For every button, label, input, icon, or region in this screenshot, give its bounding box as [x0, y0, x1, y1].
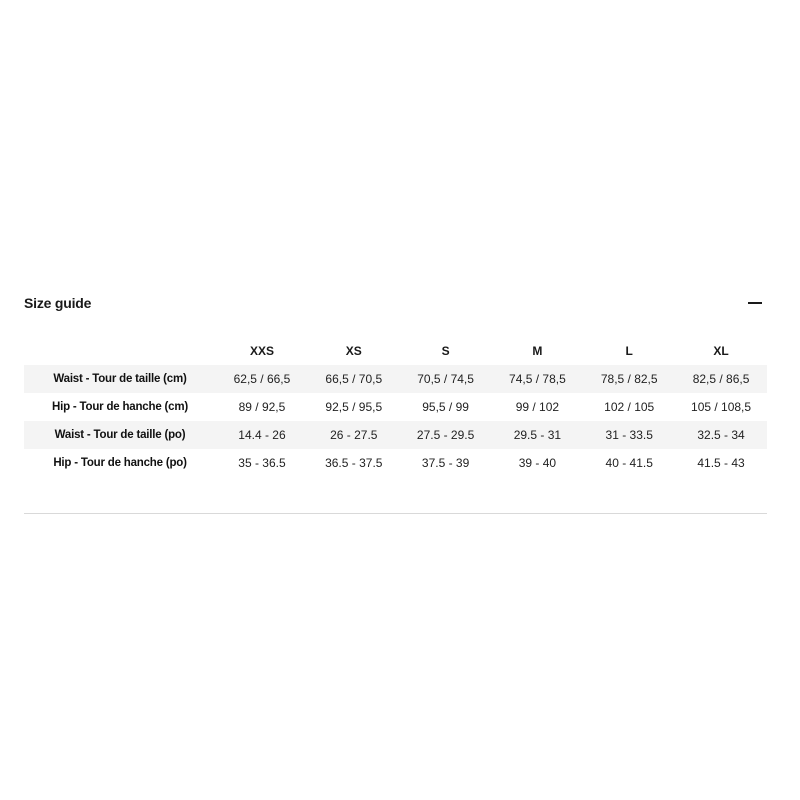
size-header-cell: L — [625, 344, 633, 358]
size-header-row — [24, 337, 767, 365]
table-row — [24, 421, 767, 449]
table-cell: 40 - 41.5 — [605, 456, 653, 470]
size-guide-header[interactable] — [24, 290, 767, 316]
collapse-button[interactable] — [745, 293, 765, 313]
table-cell: 31 - 33.5 — [583, 421, 675, 449]
size-header-cell: XS — [345, 344, 362, 358]
size-table — [24, 337, 767, 477]
size-header-cell: XXS — [249, 344, 274, 358]
table-cell: 36.5 - 37.5 — [325, 456, 383, 470]
table-cell: 35 - 36.5 — [238, 456, 286, 470]
table-cell: 41.5 - 43 — [697, 456, 745, 470]
table-row — [24, 449, 767, 477]
table-cell: 66,5 / 70,5 — [308, 365, 400, 393]
row-label: Hip - Tour de hanche (cm) — [52, 401, 189, 413]
table-cell: 62,5 / 66,5 — [216, 365, 308, 393]
row-label: Waist - Tour de taille (po) — [24, 421, 216, 449]
minus-icon — [748, 302, 762, 304]
table-cell: 37.5 - 39 — [421, 456, 470, 470]
table-cell: 26 - 27.5 — [308, 421, 400, 449]
table-cell: 29.5 - 31 — [491, 421, 583, 449]
table-cell: 95,5 / 99 — [422, 400, 469, 414]
size-header-cell: M — [532, 344, 543, 358]
table-cell: 78,5 / 82,5 — [583, 365, 675, 393]
table-cell: 89 / 92,5 — [238, 400, 286, 414]
table-cell: 70,5 / 74,5 — [400, 365, 492, 393]
table-cell: 99 / 102 — [515, 400, 560, 414]
table-cell: 74,5 / 78,5 — [491, 365, 583, 393]
table-cell: 32.5 - 34 — [675, 421, 767, 449]
empty-corner-cell — [24, 337, 216, 365]
table-row — [24, 393, 767, 421]
table-cell: 39 - 40 — [518, 456, 557, 470]
table-cell: 105 / 108,5 — [691, 400, 752, 414]
size-header-cell: XL — [713, 344, 729, 358]
table-row — [24, 365, 767, 393]
table-cell: 82,5 / 86,5 — [675, 365, 767, 393]
table-cell: 14.4 - 26 — [216, 421, 308, 449]
size-guide-title: Size guide — [24, 295, 92, 311]
size-guide-panel — [24, 290, 767, 514]
table-cell: 92,5 / 95,5 — [325, 400, 383, 414]
table-cell: 102 / 105 — [604, 400, 655, 414]
row-label: Waist - Tour de taille (cm) — [24, 365, 216, 393]
section-divider — [24, 513, 767, 514]
table-cell: 27.5 - 29.5 — [400, 421, 492, 449]
row-label: Hip - Tour de hanche (po) — [53, 457, 187, 469]
size-header-cell: S — [441, 344, 450, 358]
